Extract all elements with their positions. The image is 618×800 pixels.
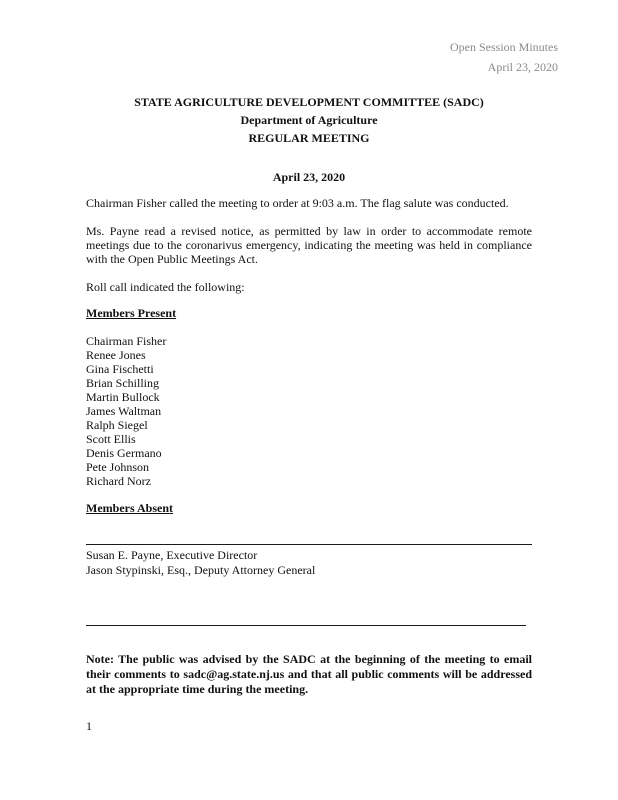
member-name: Denis Germano (86, 446, 162, 460)
member-name: Ralph Siegel (86, 418, 148, 432)
public-comment-note: Note: The public was advised by the SADC at the beginning of the meeting to email their comments to sadc@ag.state.nj.us and that all public comments will be addressed at the appropriate time during the meeting. (86, 652, 532, 696)
member-name: Scott Ellis (86, 432, 136, 446)
member-name: Richard Norz (86, 474, 151, 488)
notice-paragraph: Ms. Payne read a revised notice, as permitted by law in order to accommodate remote meetings due to the coronarivus emergency, indicating the meeting was held in compliance with the Open Public Meetings Act. (86, 224, 532, 266)
divider-line (86, 625, 526, 626)
staff-name: Jason Stypinski, Esq., Deputy Attorney General (86, 563, 316, 577)
member-name: Brian Schilling (86, 376, 159, 390)
member-name: Chairman Fisher (86, 334, 167, 348)
staff-list (86, 548, 315, 578)
call-to-order-paragraph: Chairman Fisher called the meeting to order at 9:03 a.m. The flag salute was conducted. (86, 196, 509, 210)
header-date: April 23, 2020 (487, 60, 558, 74)
committee-title: STATE AGRICULTURE DEVELOPMENT COMMITTEE (SADC) (134, 95, 484, 109)
members-absent-heading: Members Absent (86, 501, 173, 515)
member-name: Martin Bullock (86, 390, 160, 404)
divider-line (86, 544, 532, 545)
members-present-heading: Members Present (86, 306, 177, 320)
meeting-date: April 23, 2020 (272, 170, 346, 184)
staff-name: Susan E. Payne, Executive Director (86, 548, 258, 562)
member-name: James Waltman (86, 404, 162, 418)
member-name: Gina Fischetti (86, 362, 154, 376)
member-name: Renee Jones (86, 348, 146, 362)
meeting-type-title: REGULAR MEETING (248, 131, 370, 145)
roll-call-paragraph: Roll call indicated the following: (86, 280, 245, 294)
members-present-list (86, 334, 166, 488)
header-doc-type: Open Session Minutes (450, 40, 558, 54)
member-name: Pete Johnson (86, 460, 149, 474)
department-title: Department of Agriculture (240, 113, 378, 127)
page-number: 1 (86, 719, 92, 733)
